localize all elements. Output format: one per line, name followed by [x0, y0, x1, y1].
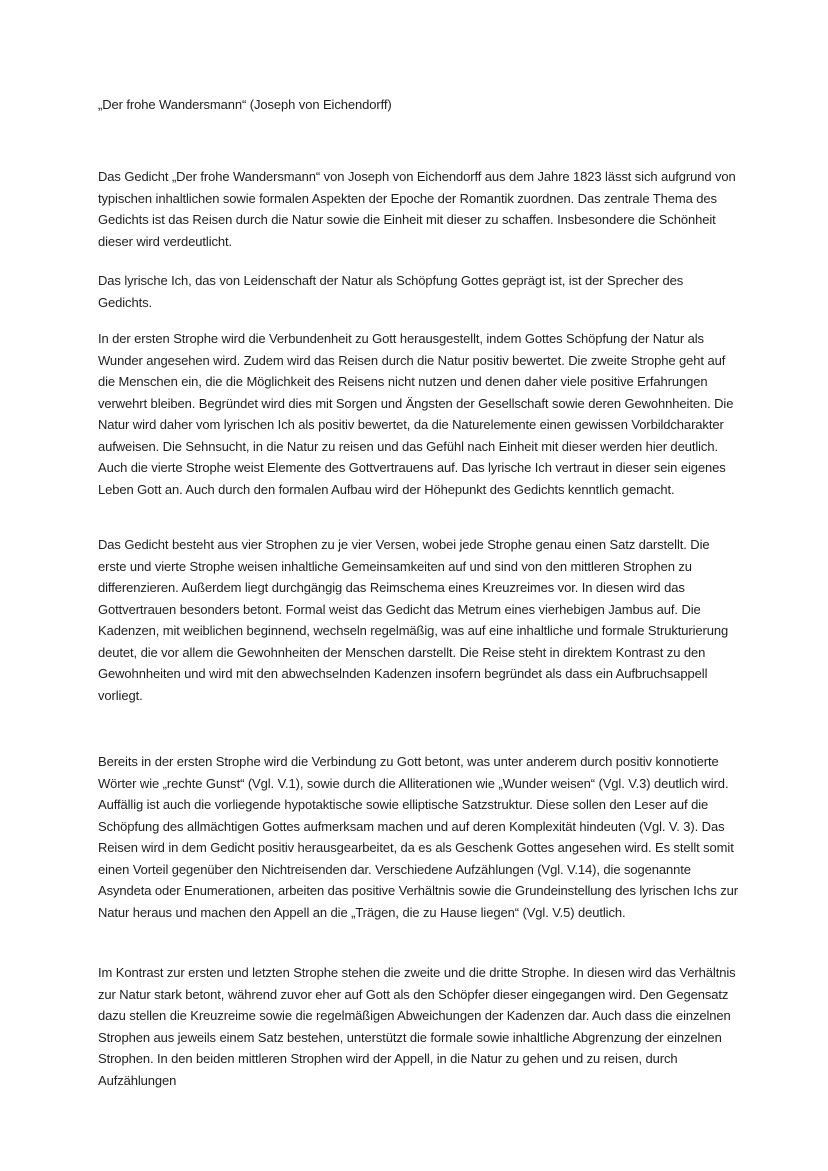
paragraph-first-stanza-analysis: Bereits in der ersten Strophe wird die Verbindung zu Gott betont, was unter anderem durch positiv konnotierte Wörter wie „rechte Gunst“ (Vgl. V.1), sowie durch die Alliterationen wie „Wunder weisen“ (Vgl. V.3) deutlich wird. Auffällig ist auch die vorliegende hypotaktische sowie elliptische Satzstruktur. Diese sollen den Leser auf die Schöpfung des allmächtigen Gottes aufmerksam machen und auf deren Komplexität hindeuten (Vgl. V. 3). Das Reisen wird in dem Gedicht positiv herausgearbeitet, da es als Geschenk Gottes angesehen wird. Es stellt somit einen Vorteil gegenüber den Nichtreisenden dar. Verschiedene Aufzählungen (Vgl. V.14), die sogenannte Asyndeta oder Enumerationen, arbeiten das positive Verhältnis sowie die Grundeinstellung des lyrischen Ichs zur Natur heraus und machen den Appell an die „Trägen, die zu Hause liegen“ (Vgl. V.5) deutlich. — [98, 754, 738, 920]
paragraph-introduction: Das Gedicht „Der frohe Wandersmann“ von Joseph von Eichendorff aus dem Jahre 1823 lässt sich aufgrund von typischen inhaltlichen sowie formalen Aspekten der Epoche der Romantik zuordnen. Das zentrale Thema des Gedichts ist das Reisen durch die Natur sowie die Einheit mit dieser zu schaffen. Insbesondere die Schönheit dieser wird verdeutlicht. — [98, 169, 736, 249]
paragraph-lyric-speaker: Das lyrische Ich, das von Leidenschaft der Natur als Schöpfung Gottes geprägt ist, ist der Sprecher des Gedichts. — [98, 273, 684, 310]
document-title: „Der frohe Wandersmann“ (Joseph von Eichendorff) — [98, 97, 392, 112]
paragraph-form-analysis: Das Gedicht besteht aus vier Strophen zu je vier Versen, wobei jede Strophe genau einen Satz darstellt. Die erste und vierte Strophe weisen inhaltliche Gemeinsamkeiten auf und sind von den mittleren Strophen zu differenzieren. Außerdem liegt durchgängig das Reimschema eines Kreuzreimes vor. In diesen wird das Gottvertrauen besonders betont. Formal weist das Gedicht das Metrum eines vierhebigen Jambus auf. Die Kadenzen, mit weiblichen beginnend, wechseln regelmäßig, was auf eine inhaltliche und formale Strukturierung deutet, die vor allem die Gewohnheiten der Menschen darstellt. Die Reise steht in direktem Kontrast zu den Gewohnheiten und wird mit den abwechselnden Kadenzen insofern begründet als dass ein Aufbruchsappell vorliegt. — [98, 537, 729, 703]
paragraph-content-summary: In der ersten Strophe wird die Verbundenheit zu Gott herausgestellt, indem Gottes Schöpfung der Natur als Wunder angesehen wird. Zudem wird das Reisen durch die Natur positiv bewertet. Die zweite Strophe geht auf die Menschen ein, die die Möglichkeit des Reisens nicht nutzen und denen daher viele positive Erfahrungen verwehrt bleiben. Begründet wird dies mit Sorgen und Ängsten der Gesellschaft sowie deren Gewohnheiten. Die Natur wird daher vom lyrischen Ich als positiv bewertet, da die Naturelemente einen gewissen Vorbildcharakter aufweisen. Die Sehnsucht, in die Natur zu reisen und das Gefühl nach Einheit mit dieser werden hier deutlich. Auch die vierte Strophe weist Elemente des Gottvertrauens auf. Das lyrische Ich vertraut in dieser sein eigenes Leben Gott an. Auch durch den formalen Aufbau wird der Höhepunkt des Gedichts kenntlich gemacht. — [98, 331, 734, 497]
paragraph-middle-stanzas-analysis: Im Kontrast zur ersten und letzten Strophe stehen die zweite und die dritte Strophe. In diesen wird das Verhältnis zur Natur stark betont, während zuvor eher auf Gott als den Schöpfer dieser eingegangen wird. Den Gegensatz dazu stellen die Kreuzreime sowie die regelmäßigen Abweichungen der Kadenzen dar. Auch dass die einzelnen Strophen aus jeweils einem Satz bestehen, unterstützt die formale sowie inhaltliche Abgrenzung der einzelnen Strophen. In den beiden mittleren Strophen wird der Appell, in die Natur zu gehen und zu reisen, durch Aufzählungen — [98, 965, 736, 1088]
